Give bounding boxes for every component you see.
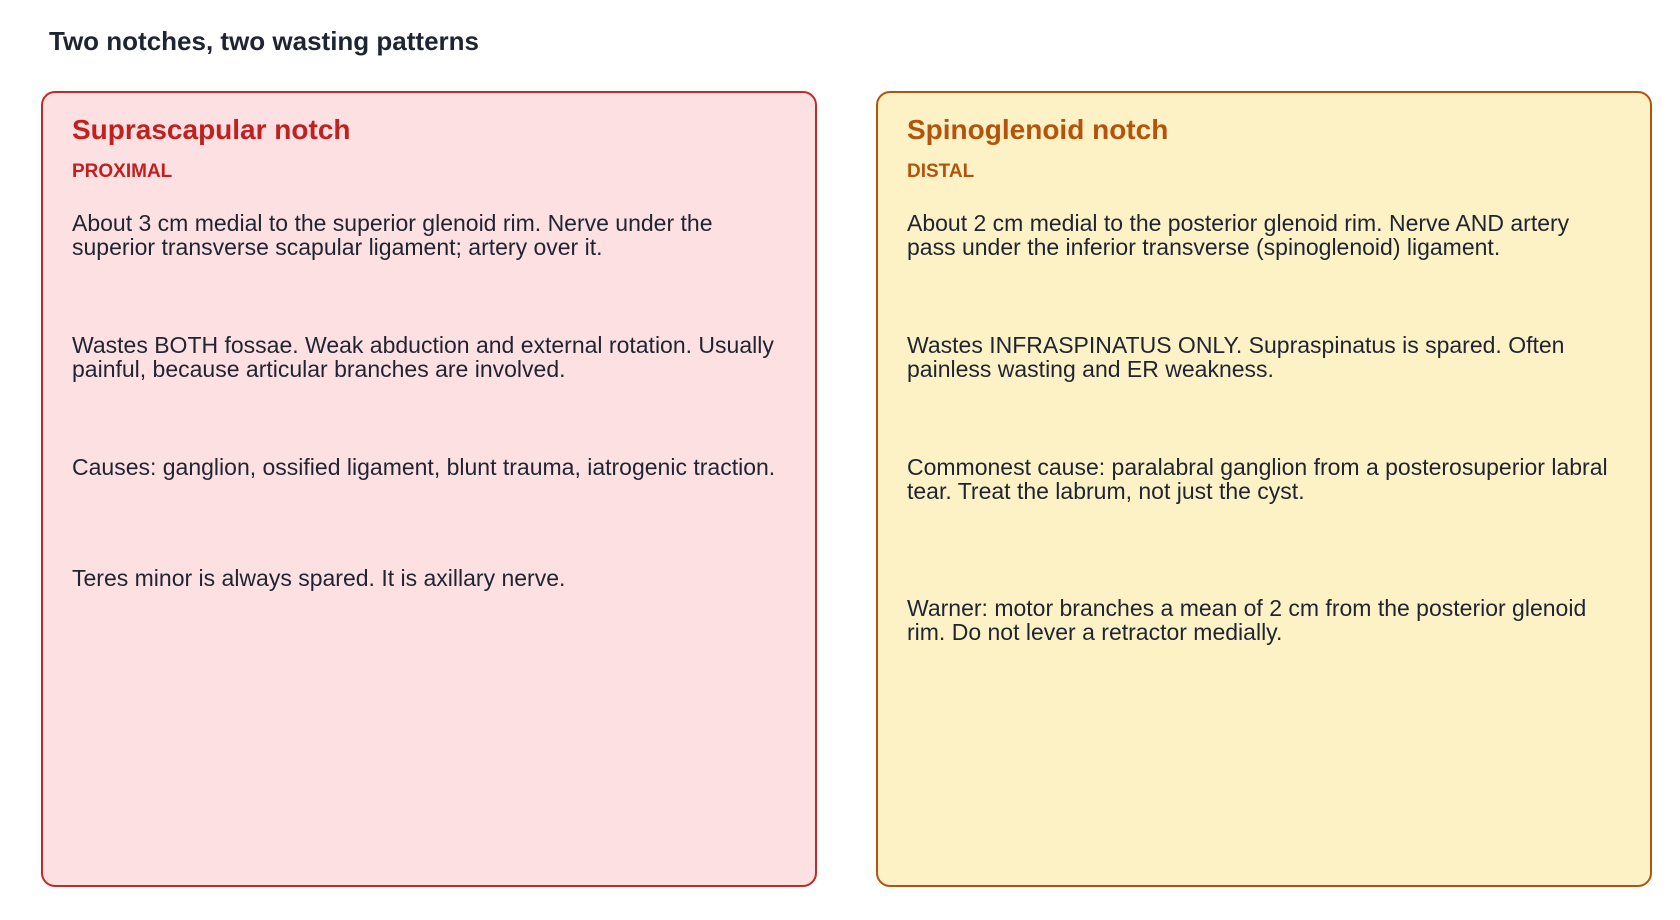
- card-title: Spinoglenoid notch: [907, 114, 1169, 145]
- spinoglenoid-notch-card: [876, 91, 1652, 887]
- card-paragraph: Causes: ganglion, ossified ligament, blunt trauma, iatrogenic traction.: [72, 454, 776, 480]
- card-title: Suprascapular notch: [72, 114, 351, 145]
- card-paragraph: About 3 cm medial to the superior glenoid rim. Nerve under the superior transverse scapular ligament; artery over it.: [72, 210, 713, 260]
- card-tag: DISTAL: [907, 161, 975, 182]
- card-paragraph: Teres minor is always spared. It is axillary nerve.: [72, 565, 566, 591]
- suprascapular-notch-card: [41, 91, 817, 887]
- card-paragraph: Wastes INFRASPINATUS ONLY. Supraspinatus is spared. Often painless wasting and ER weakness.: [907, 332, 1565, 382]
- card-paragraph: Commonest cause: paralabral ganglion from a posterosuperior labral tear. Treat the labrum, not just the cyst.: [907, 454, 1608, 504]
- card-paragraph: Warner: motor branches a mean of 2 cm from the posterior glenoid rim. Do not lever a retractor medially.: [907, 595, 1587, 645]
- page-title: Two notches, two wasting patterns: [49, 26, 479, 56]
- card-paragraph: About 2 cm medial to the posterior glenoid rim. Nerve AND artery pass under the inferior transverse (spinoglenoid) ligament.: [907, 210, 1570, 260]
- card-paragraph: Wastes BOTH fossae. Weak abduction and external rotation. Usually painful, because articular branches are involved.: [72, 332, 774, 382]
- card-tag: PROXIMAL: [72, 161, 173, 182]
